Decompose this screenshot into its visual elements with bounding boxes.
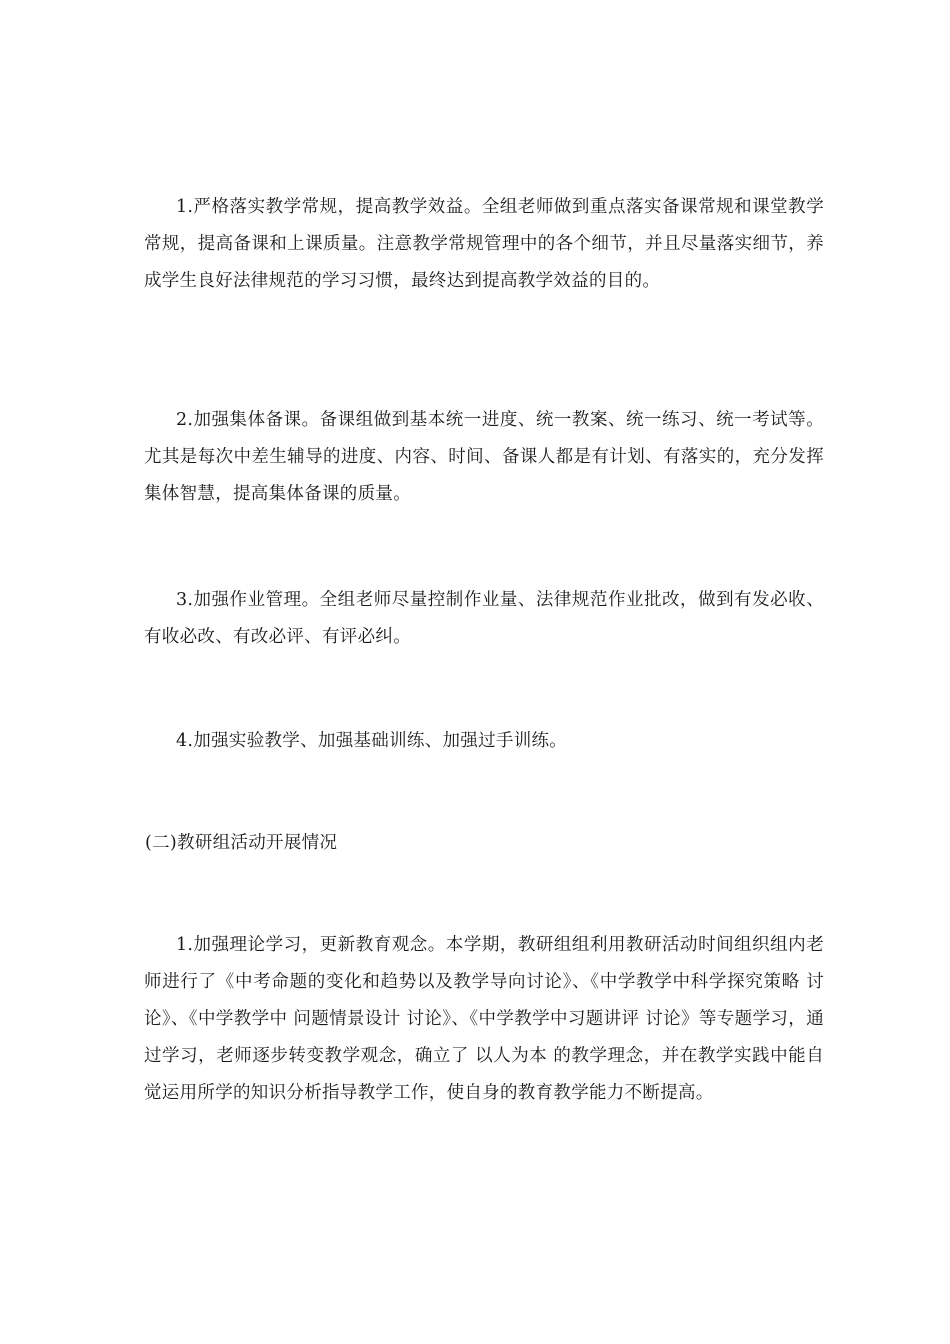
paragraph-collective-lesson-prep: 2.加强集体备课。备课组做到基本统一进度、统一教案、统一练习、统一考试等。尤其是每次中差生辅导的进度、内容、时间、备课人都是有计划、有落实的，充分发挥集体智慧，提高集体备课的质量。 xyxy=(144,410,824,504)
section-heading-research-activities: (二)教研组活动开展情况 xyxy=(145,833,338,853)
paragraph-experiment-teaching: 4.加强实验教学、加强基础训练、加强过手训练。 xyxy=(176,731,568,751)
paragraph-homework-management: 3.加强作业管理。全组老师尽量控制作业量、法律规范作业批改，做到有发必收、有收必改、有改必评、有评必纠。 xyxy=(144,590,824,647)
paragraph-theory-study: 1.加强理论学习，更新教育观念。本学期，教研组组利用教研活动时间组织组内老师进行了《中考命题的变化和趋势以及教学导向讨论》、《中学教学中科学探究策略 讨论》、《中学教学中 问题情景设计 讨论》、《中学教学中习题讲评 讨论》等专题学习，通过学习，老师逐步转变教学观念，确立了 以人为本 的教学理念，并在教学实践中能自觉运用所学的知识分析指导教学工作，使自身的教育教学能力不断提高。 xyxy=(144,935,824,1103)
paragraph-strict-teaching-routine: 1.严格落实教学常规，提高教学效益。全组老师做到重点落实备课常规和课堂教学常规，提高备课和上课质量。注意教学常规管理中的各个细节，并且尽量落实细节，养成学生良好法律规范的学习习惯，最终达到提高教学效益的目的。 xyxy=(144,197,824,291)
